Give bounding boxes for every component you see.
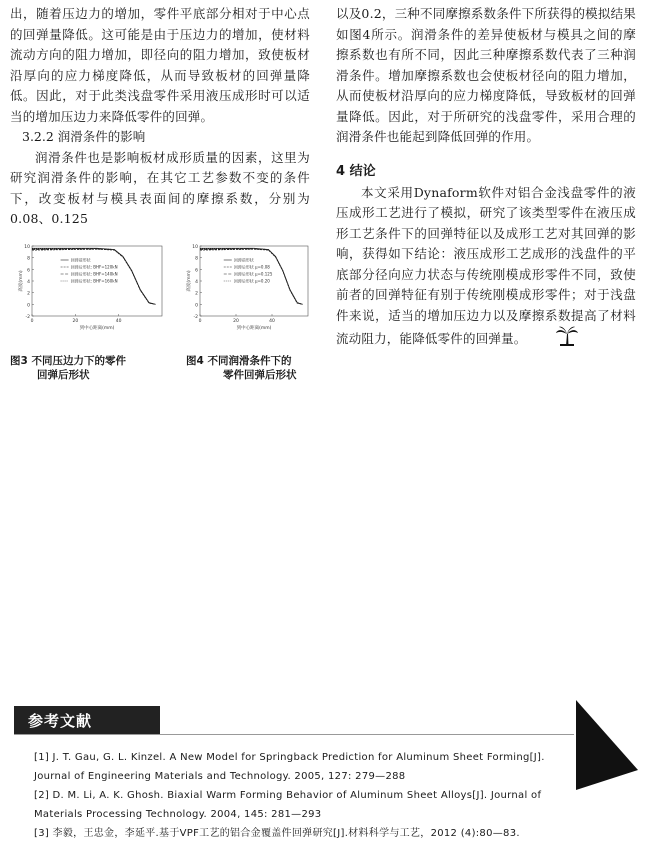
y-tick-label: 10 (24, 245, 30, 250)
y-tick-label: 0 (27, 303, 30, 309)
y-tick-label: 2 (195, 291, 198, 297)
left-paragraph-1: 出，随着压边力的增加，零件平底部分相对于中心点的回弹量降低。这可能是由于压边力的增加，使材料流动方向的阻力增加，即径向的阻力增加，致使板材沿厚向的应力梯度降低，从而导致板材的回弹量降低。因此，对于此类浅盘零件采用液压成形时可以适当的增加压边力来降低零件的回弹。 (10, 6, 310, 124)
right-paragraph-1: 以及0.2，三种不同摩擦系数条件下所获得的模拟结果如图4所示。润滑条件的差异使板材与模具之间的摩擦系数也有所不同，因此三种摩擦系数代表了三种润滑条件。增加摩擦系数也会使板材径向的阻力增加，从而使板材沿厚向的应力梯度降低，导致板材的回弹量降低。因此，对于所研究的浅盘零件，采用合理的润滑条件也能起到降低回弹的作用。 (336, 6, 636, 144)
reference-3: [3] 李毅，王忠金，李延平.基于VPF工艺的铝合金覆盖件回弹研究[J].材料科学与工艺，2012 (4):80—83. (34, 828, 520, 839)
figure-4-caption-line1: 图4 不同润滑条件下的 (186, 355, 292, 367)
y-tick-label: -2 (193, 315, 198, 320)
y-tick-label: 2 (27, 291, 30, 297)
figure-4 (182, 238, 314, 333)
figure-4-chart (182, 238, 314, 333)
x-tick-label: 40 (269, 319, 275, 324)
series-line (32, 249, 156, 304)
legend-entry: 回弹后形状 μ=0.08 (233, 264, 270, 270)
references-divider (14, 734, 574, 735)
corner-triangle-icon (576, 700, 638, 790)
legend-entry: 回弹后形状: BHF=120kN (70, 264, 118, 270)
reference-1-line1: [1] J. T. Gau, G. L. Kinzel. A New Model for Springback Prediction for Aluminum Sheet Forming[J]. (34, 752, 545, 763)
figure-3-chart (10, 238, 170, 333)
figure-3-caption-line2: 回弹后形状 (37, 369, 90, 381)
legend-entry: 回弹后形状: BHF=140kN (70, 271, 118, 277)
conclusion-text: 本文采用Dynaform软件对铝合金浅盘零件的液压成形工艺进行了模拟，研究了该类型零件在液压成形工艺条件下的回弹特征以及成形工艺对其回弹的影响，获得如下结论：液压成形工艺成形的浅盘件的平底部分径向应力状态与传统刚模成形零件不同，致使前者的回弹特征有别于传统刚模成形零件；对于浅盘件来说，适当的增加压边力以及摩擦系数提高了材料流动阻力，能降低零件的回弹量。 (336, 184, 636, 346)
x-tick-label: 0 (198, 319, 202, 324)
y-tick-label: 10 (192, 245, 198, 250)
right-paragraph-2 (336, 183, 636, 353)
right-column (336, 4, 636, 353)
y-tick-label: 8 (195, 256, 198, 262)
figure-4-caption-line2: 零件回弹后形状 (223, 369, 297, 381)
figure-4-caption (186, 354, 297, 382)
y-tick-label: 0 (195, 303, 198, 309)
legend-entry: 回弹前形状 (70, 257, 91, 263)
x-axis-label: 到中心距离(mm) (79, 326, 115, 331)
x-axis-label: 到中心距离(mm) (236, 326, 272, 331)
legend-entry: 回弹后形状: BHF=160kN (70, 278, 118, 284)
legend-entry: 回弹后形状 μ=0.20 (233, 278, 270, 284)
figures-area (10, 238, 315, 388)
y-tick-label: 4 (27, 280, 30, 285)
y-tick-label: -2 (25, 315, 30, 320)
figure-3 (10, 238, 170, 333)
x-tick-label: 40 (115, 319, 122, 324)
y-axis-label: 高度(mm) (187, 270, 192, 292)
y-tick-label: 6 (27, 268, 30, 274)
y-tick-label: 8 (27, 256, 30, 262)
x-tick-label: 0 (30, 319, 34, 324)
y-tick-label: 4 (195, 280, 198, 285)
subsection-heading: 3.2.2 润滑条件的影响 (22, 129, 146, 144)
figure-3-caption-line1: 图3 不同压边力下的零件 (10, 355, 126, 367)
x-tick-label: 20 (233, 319, 239, 324)
references-banner (14, 706, 160, 734)
reference-2-line1: [2] D. M. Li, A. K. Ghosh. Biaxial Warm Forming Behavior of Aluminum Sheet Alloys[J]. Journal of (34, 790, 542, 801)
figure-3-caption (10, 354, 126, 382)
reference-1-line2: Journal of Engineering Materials and Technology. 2005, 127: 279—288 (34, 771, 406, 782)
section-heading-conclusion: 4 结论 (336, 163, 376, 179)
references-title: 参考文献 (28, 712, 93, 730)
left-column (10, 4, 310, 230)
y-axis-label: 高度(mm) (19, 270, 24, 292)
legend-entry: 回弹前形状 (233, 257, 254, 263)
x-tick-label: 20 (72, 319, 79, 324)
left-paragraph-2: 润滑条件也是影响板材成形质量的因素，这里为研究润滑条件的影响，在其它工艺参数不变的条件下，改变板材与模具表面间的摩擦系数，分别为0.08、0.125 (10, 149, 310, 226)
y-tick-label: 6 (195, 268, 198, 274)
reference-2-line2: Materials Processing Technology. 2004, 145: 281—293 (34, 809, 322, 820)
legend-entry: 回弹后形状 μ=0.125 (233, 271, 273, 277)
palm-tree-icon (531, 326, 578, 353)
series-line (32, 249, 156, 304)
references-list (34, 748, 580, 843)
